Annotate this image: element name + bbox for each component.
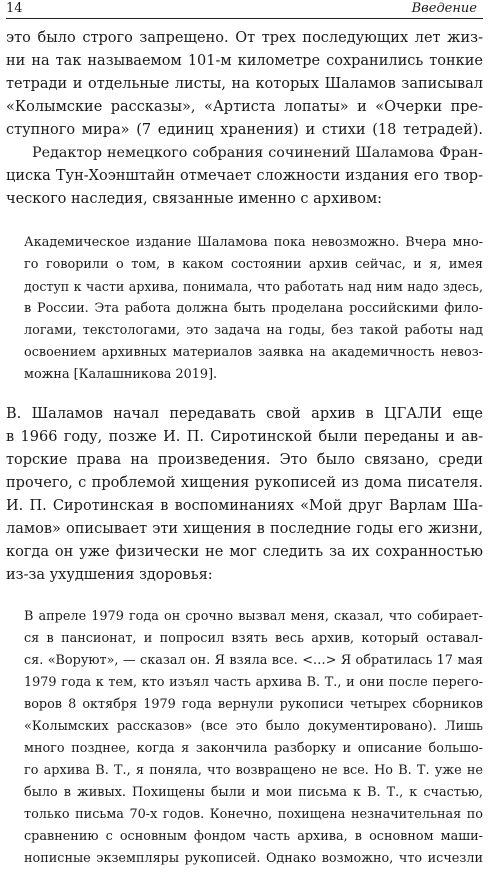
text-line: прочего, с проблемой хищения рукописей из дома писателя. xyxy=(6,475,483,491)
quote-line: го архива В. Т., я поняла, что возвращено не все. Но В. Т. уже не xyxy=(24,763,483,778)
text-line: ни на так называемом 101-м километре сохранились тонкие xyxy=(6,53,483,69)
quote-line: логами, текстологами, это задача на годы, без такой работы над xyxy=(24,323,483,338)
quote-line: Академическое издание Шаламова пока невозможно. Вчера мно- xyxy=(24,235,483,250)
quote-line: В апреле 1979 года он срочно вызвал меня, сказал, что собирает- xyxy=(24,609,483,624)
text-line: Редактор немецкого собрания сочинений Шаламова Фран- xyxy=(32,145,483,161)
quote-line: 1979 года к тем, кто изъял часть архива В. Т., и они после перего- xyxy=(24,675,483,690)
quote-line: ся. «Воруют», — сказал он. Я взяла все. <…> Я обратилась 17 мая xyxy=(24,653,483,668)
quote-line: «Колымских рассказов» (все это было документировано). Лишь xyxy=(24,719,483,734)
quote-line: много позднее, когда я закончила разборку и описание большо- xyxy=(24,741,483,756)
text-line: ступного мира» (7 единиц хранения) и стихи (18 тетрадей). xyxy=(6,122,483,138)
quote-line: в России. Эта работа должна быть проделана российскими фило- xyxy=(24,301,483,316)
page-number: 14 xyxy=(6,1,23,16)
text-line: тетради и отдельные листы, на которых Шаламов записывал xyxy=(6,76,483,92)
text-line: торские права на произведения. Это было связано, среди xyxy=(6,452,483,468)
text-line: ламов» описывает эти хищения в последние годы его жизни, xyxy=(6,521,483,537)
text-line: когда он уже физически не мог следить за их сохранностью xyxy=(6,544,483,560)
text-line: циска Тун-Хоэнштайн отмечает сложности издания его твор- xyxy=(6,168,483,184)
running-head xyxy=(6,0,483,19)
quote-line: ся в пансионат, и попросил взять весь архив, который оставал- xyxy=(24,631,483,646)
section-title: Введение xyxy=(411,1,477,16)
text-line: в 1966 году, позже И. П. Сиротинской были переданы и ав- xyxy=(6,429,483,445)
quote-line: было в живых. Похищены были и мои письма к В. Т., к счастью, xyxy=(24,785,483,800)
quote-line: воров 8 октября 1979 года вернули рукописи четырех сборников xyxy=(24,697,483,712)
quote-line: освоением архивных материалов заявка на академичность невоз- xyxy=(24,345,483,360)
text-line: И. П. Сиротинская в воспоминаниях «Мой друг Варлам Ша- xyxy=(6,498,483,514)
text-line: из-за ухудшения здоровья: xyxy=(6,567,213,583)
text-line: ческого наследия, связанные именно с архивом: xyxy=(6,191,382,207)
text-line: В. Шаламов начал передавать свой архив в ЦГАЛИ еще xyxy=(6,406,483,422)
quote-line: можна [Калашникова 2019]. xyxy=(24,367,218,382)
quote-line: доступ к части архива, понимала, что работать над ним надо здесь, xyxy=(24,279,483,294)
text-line: «Колымские рассказы», «Артиста лопаты» и «Очерки пре- xyxy=(6,99,483,115)
quote-line: только письма 70-х годов. Конечно, похищена незначительная по xyxy=(24,807,483,822)
quote-line: нописные экземпляры рукописей. Однако возможно, что исчезли xyxy=(24,851,483,866)
quote-line: сравнению с основным фондом часть архива, в основном маши- xyxy=(24,829,483,844)
quote-line: го говорили о том, в каком состоянии архив сейчас, и я, имея xyxy=(24,257,483,272)
text-line: это было строго запрещено. От трех последующих лет жиз- xyxy=(6,30,483,46)
